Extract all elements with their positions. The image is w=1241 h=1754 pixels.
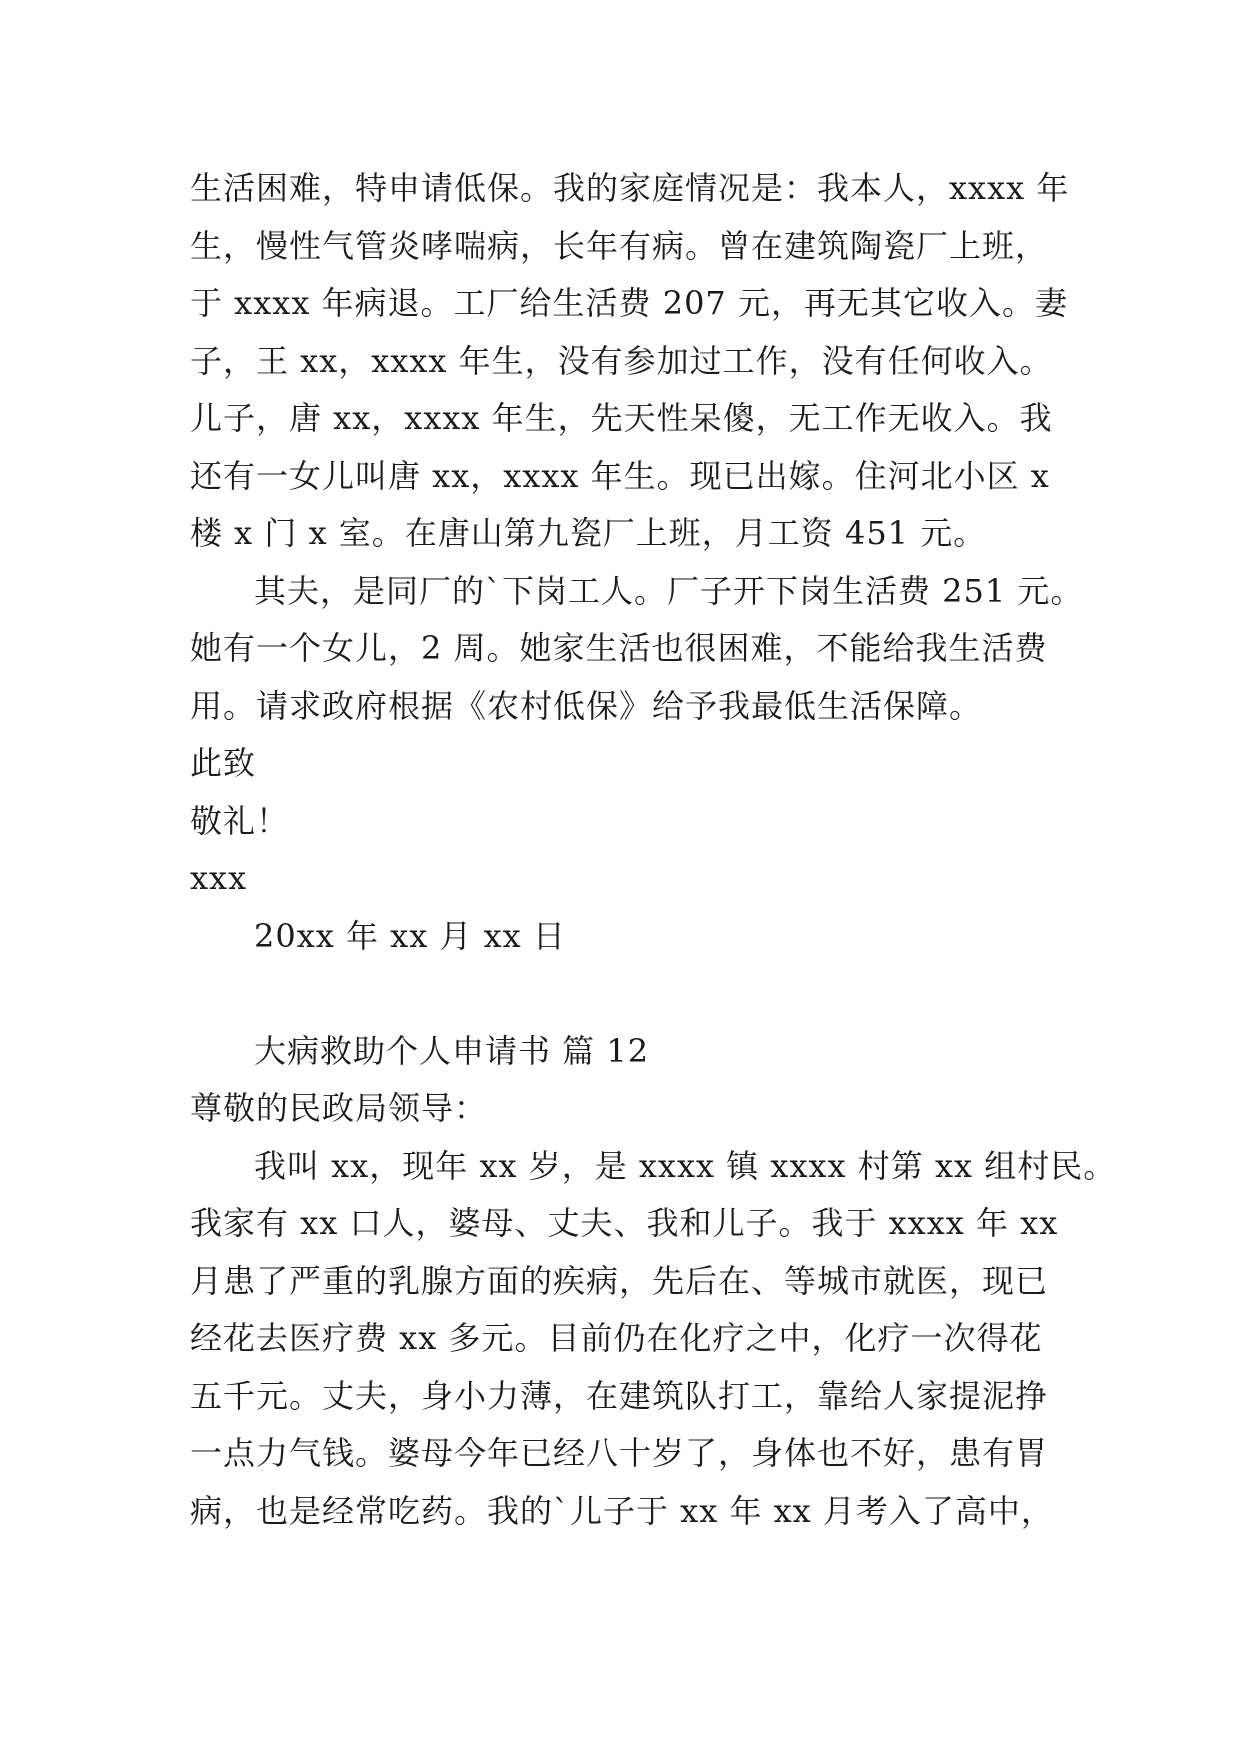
date-line: 20xx 年 xx 月 xx 日 — [254, 917, 566, 955]
body-line: 她有一个女儿，2 周。她家生活也很困难，不能给我生活费 — [190, 629, 1048, 667]
body-line: 生，慢性气管炎哮喘病，长年有病。曾在建筑陶瓷厂上班， — [190, 227, 1049, 265]
body-line: 一点力气钱。婆母今年已经八十岁了，身体也不好，患有胃 — [190, 1434, 1049, 1472]
body-line: 于 xxxx 年病退。工厂给生活费 207 元，再无其它收入。妻 — [190, 284, 1068, 322]
body-line: 病，也是经常吃药。我的`儿子于 xx 年 xx 月考入了高中， — [190, 1492, 1054, 1530]
body-line: 还有一女儿叫唐 xx，xxxx 年生。现已出嫁。住河北小区 x — [190, 457, 1050, 495]
greeting: 尊敬的民政局领导： — [190, 1089, 488, 1127]
body-line: 我叫 xx，现年 xx 岁，是 xxxx 镇 xxxx 村第 xx 组村民。 — [254, 1147, 1117, 1185]
body-line: 月患了严重的乳腺方面的疾病，先后在、等城市就医，现已 — [190, 1262, 1049, 1300]
body-line: 用。请求政府根据《农村低保》给予我最低生活保障。 — [190, 687, 983, 725]
signature: xxx — [190, 859, 248, 897]
body-line: 我家有 xx 口人，婆母、丈夫、我和儿子。我于 xxxx 年 xx — [190, 1204, 1059, 1242]
body-line: 子，王 xx，xxxx 年生，没有参加过工作，没有任何收入。 — [190, 342, 1053, 380]
section-title: 大病救助个人申请书 篇 12 — [254, 1032, 650, 1070]
body-line: 五千元。丈夫，身小力薄，在建筑队打工，靠给人家提泥挣 — [190, 1377, 1049, 1415]
body-line: 楼 x 门 x 室。在唐山第九瓷厂上班，月工资 451 元。 — [190, 514, 987, 552]
body-line: 其夫，是同厂的`下岗工人。厂子开下岗生活费 251 元。 — [254, 572, 1084, 610]
closing-text: 此致 — [190, 744, 257, 782]
body-line: 生活困难，特申请低保。我的家庭情况是：我本人，xxxx 年 — [190, 169, 1070, 207]
body-line: 经花去医疗费 xx 多元。目前仍在化疗之中，化疗一次得花 — [190, 1319, 1043, 1357]
body-line: 儿子，唐 xx，xxxx 年生，先天性呆傻，无工作无收入。我 — [190, 399, 1053, 437]
salute-text: 敬礼！ — [190, 802, 290, 840]
